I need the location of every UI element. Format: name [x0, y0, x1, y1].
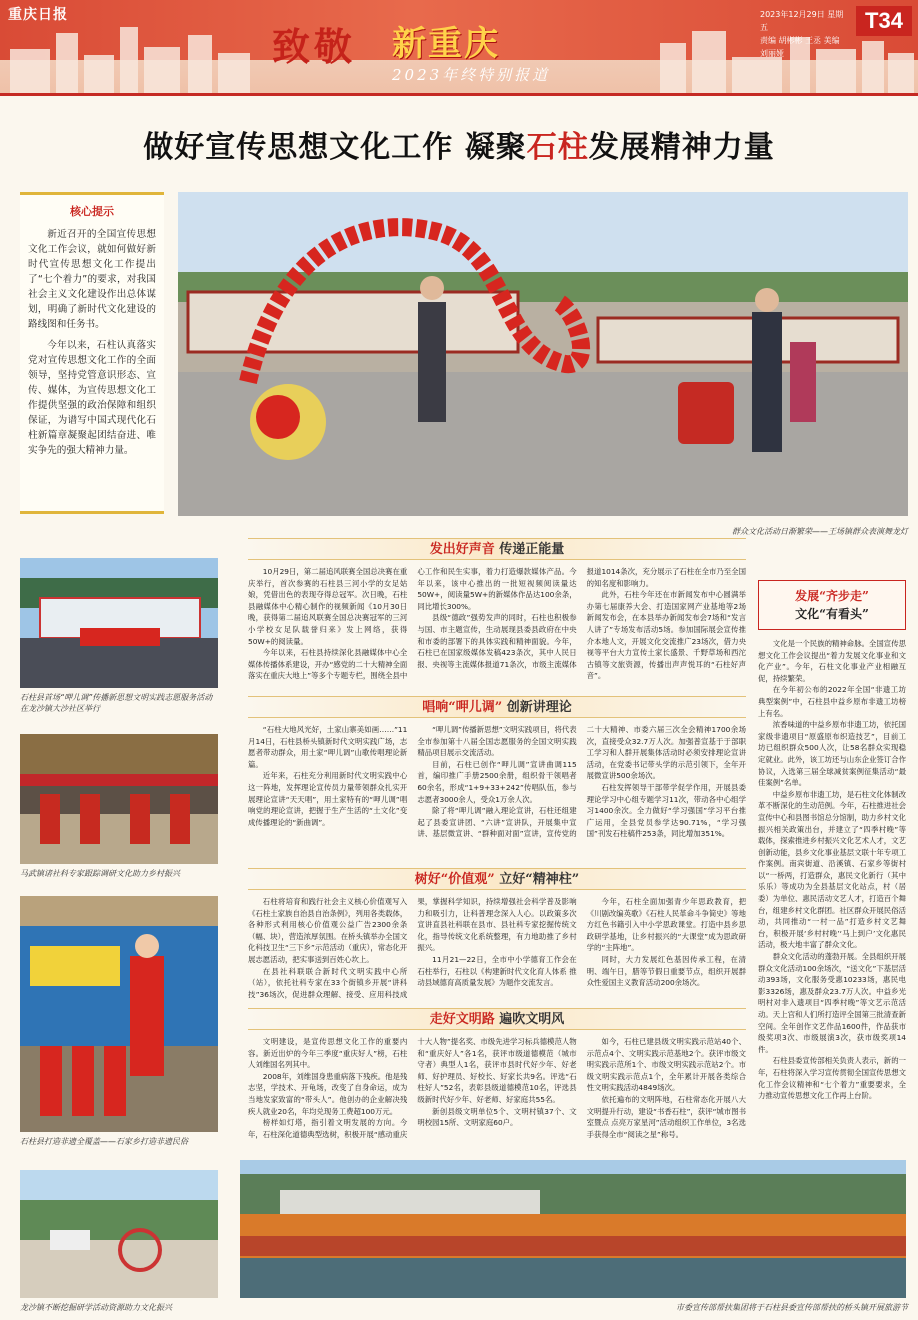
article-paragraph: 在县社科联联合新时代文明实践中心所（站），依托社科专家在33个街镇乡开展“讲科技”36场次，促进群众理解、接受、应用科技成果，掌握科学知识，持续增强社会科学普及影响力和吸引力，让科普理念深入人心。以政策多次宣讲直县社科联在县市、县社科专家挖掘传统文化，指导传统文化系统整理，有力地助推了乡村振兴。	[248, 897, 577, 999]
skyline-building	[56, 33, 78, 93]
hero-photo-caption: 群众文化活动日渐繁荣——王场镇群众表演舞龙灯	[732, 527, 908, 536]
page-number: T34	[856, 6, 912, 36]
article-paragraph: 石柱县委宣传部相关负责人表示，新的一年，石柱将深入学习宣传贯彻全国宣传思想文化工作会议精神和“七个着力”重要要求，全力推动宣传思想文化工作再上台阶。	[758, 1056, 906, 1101]
article-paragraph: 2008年，刘维国身患重病落下残疾。他是残志坚，学技术、开龟场，改变了自身命运，成为当地发家致富的“带头人”。他创办的企业解决残疾人就业20名，年均兑现务工费超100万元。	[248, 1071, 408, 1116]
section-heading-values	[248, 868, 746, 890]
masthead-title-part2: 新重庆	[392, 24, 500, 64]
photo-study-illustration	[20, 1170, 218, 1298]
article-paragraph: 石柱发挥领导干部带学促学作用，开展县委理论学习中心组专题学习11次，带动各中心组学习1400余次。全力做好“学习强国”学习平台推广运用，全县党员参学达90.71%，“学习强国”刊发石柱稿件253条，同比增加351%。	[586, 782, 746, 839]
article-paragraph: 县级“德政”强势发声的同时，石柱也积极参与国、市主题宣传，生动展现县委县政府在中央和市委的部署下的具体实践和精神面貌。今年，石柱已在国家级媒体发稿423条次，其中人民日报、央视等主流媒体报道71条次，市级主流媒体报道1014条次，充分展示了石柱在全市乃至全国的知名度和影响力。	[417, 567, 746, 669]
issue-meta	[760, 8, 850, 60]
photo-volunteer-event	[20, 558, 218, 688]
section-body-voice	[248, 566, 746, 692]
caption-volunteer-event: 石柱县首场“呷儿调”传播新思想文明实践志愿服务活动在龙沙镇大沙社区举行	[20, 693, 213, 713]
section-heading-voice	[248, 538, 746, 560]
section-heading-rest: 立好“精神柱”	[499, 872, 580, 887]
article-paragraph: “石柱大地风光好，土家山寨美如画……”11月14日，石柱县桥头镇新时代文明实践广场，志愿者带动群众，用土家“呷儿调”山歌传唱理论新篇。	[248, 725, 408, 769]
photo-volunteer-illustration	[20, 558, 218, 688]
section-heading-rest: 遍吹文明风	[499, 1012, 565, 1027]
article-paragraph: “呷儿调”传播新思想”文明实践项目，将代表全市参加第十八届全国志愿服务的全国文明实践精品项目展示交流活动。	[417, 725, 577, 758]
sidebar-heading-highlight: 发展“齐步走”	[795, 589, 869, 603]
sidebar-culture	[758, 580, 906, 1168]
article-paragraph: 榜样如灯塔，指引着文明发展的方向。今年，石柱深化道德典型选树，积极开展“感动重庆十大人物”提名奖、市级先进学习标兵德模范人物和“重庆好人”各1名，获评市级道德模范（城市守者）典型人1名，获评市县时代好少年、好老师、好护理员、好校长、好家长共9名。评选“石柱好人”52名，表彰县级道德模范10名，评选县级新时代好少年、好老师、好家庭共55名。	[248, 1037, 577, 1139]
photo-research-illustration	[20, 734, 218, 864]
hero-photo-illustration	[178, 192, 908, 516]
section-body-civility	[248, 1036, 746, 1150]
section-body-theory	[248, 724, 746, 862]
article-paragraph: 同时，大力发展红色基因传承工程，在清明、端午日，腊等节假日重要节点，组织开展群众性爱国主义教育活动200余场次。	[586, 954, 746, 988]
photo-study-tour	[20, 1170, 218, 1298]
article-paragraph: 10月29日，第二届追风联赛全国总决赛在重庆举行，首次参赛的石柱县三河小学的女足姑娘，凭借出色的表现夺得总冠军。次日晚，石柱县融媒体中心精心制作的视频新闻《10月30日晚，获得第二届追风联赛全国总决赛冠军的三河小学校女足队载誉归来》发上网络，获得50W+的阅读量。	[248, 567, 408, 646]
editors-credit: 责编 胡彬彬 王丞 美编 刘丽娅	[760, 36, 840, 58]
photo-heritage-illustration	[20, 896, 218, 1132]
section-heading-highlight: 唱响“呷儿调”	[422, 700, 503, 715]
headline-part2: 发展精神力量	[588, 130, 775, 165]
sidebar-heading-rest: 文化“有看头”	[795, 607, 869, 621]
newspaper-logo: 重庆日报	[8, 7, 68, 23]
skyline-building	[84, 55, 114, 93]
summary-paragraph: 新近召开的全国宣传思想文化工作会议，就如何做好新时代宣传思想文化工作提出了“七个着力”的要求，对我国社会主义文化建设作出总体谋划，明确了新时代文化建设的路线图和任务书。	[28, 229, 156, 330]
hero-photo-dragon-dance	[178, 192, 908, 516]
section-body-values	[248, 896, 746, 1002]
article-paragraph: 文化是一个民族的精神命脉。全国宣传思想文化工作会议提出“着力发展文化事业和文化产业”。今年，石柱文化事业产业相融互促，持续繁荣。	[758, 639, 906, 683]
section-heading-theory	[248, 696, 746, 718]
headline-highlight: 石柱	[526, 130, 589, 165]
article-paragraph: 近年来，石柱充分利用新时代文明实践中心这一阵地，发挥理论宣传员力量带领群众扎实开展理论宣讲“天天唱”，用土家特有的“呷儿调”唱响党的理论宣讲，把握于生产生活的“土文化”变成传播理论的“新曲调”。	[248, 771, 408, 827]
skyline-building	[660, 43, 686, 93]
skyline-building	[188, 35, 212, 93]
article-paragraph: 此外，石柱今年还在市新闻发布中心圆满举办第七届康养大会、打造国家网产业基地等2场新闻发布会，在本县举办新闻发布会7场和“发言人讲了”专场发布活动5场。参加国际展会宣传推介本地人文，开展文化交流推广23场次，借力央视等平台大力宣传土家长盛景、千野草场和西沱古镇等文旅资源，传播出声声悦耳的“石柱好声音”。	[586, 590, 746, 681]
article-paragraph: 新创县级文明单位5个、文明村镇37个、文明校园15所、文明家庭60户。	[417, 1106, 577, 1128]
article-paragraph: 中益乡原布非遗工坊，是石柱文化体制改革不断深化的生动范例。今年，石柱推进社会宣传中心和县图书馆总分馆制，助力乡村文化振兴相关政策出台，并建立了“四季村晚”等载体，探索推进乡村振兴文化艺术人才，文艺创新动能，县乡文化事业基层文联十年专项工作案例。南宾街道、沿溪镇、石家乡等街村以“一桥两，打造群众，惠民文化新行（其中乐乐）等成功为全县基层文化站点，村（居委）为单位、惠民活动文艺人才，打造百个舞台，组建乡村文化群团。社区群众开展民俗活动，共同推动“一村一品”打造乡村文艺舞台，积极开展‘乡村村晚’‘马上到户’文化惠民活动，极大地丰富了群众文化。	[758, 789, 906, 950]
masthead-subtitle: 2023年终特别报道	[392, 66, 551, 84]
skyline-building	[144, 47, 180, 93]
section-heading-highlight: 走好文明路	[429, 1012, 495, 1027]
skyline-building	[888, 53, 914, 93]
masthead	[0, 0, 918, 96]
article-paragraph: 11月21—22日，全市中小学德育工作会在石柱举行，石柱以《构建新时代文化育人体系 推动县域德育高质量发展》为题作交流发言。	[417, 954, 577, 988]
skyline-building	[862, 41, 884, 93]
section-heading-rest: 创新讲理论	[506, 700, 572, 715]
section-heading-civility	[248, 1008, 746, 1030]
article-paragraph: 如今，石柱已建县级文明实践示范站40个、示范点4个、文明实践示范基地2个。获评市级文明实践示范所1个、市级文明实践示范站2个。市级文明实践示范点1个，全年累计开展各类综合性文明实践活动4849场次。	[586, 1037, 746, 1093]
issue-date: 2023年12月29日 星期五	[760, 10, 844, 32]
caption-heritage-performance: 石柱县打造非遗全覆盖——石家乡打造非遗民俗	[20, 1137, 188, 1146]
skyline-building	[120, 27, 138, 93]
skyline-building	[732, 57, 782, 93]
article-paragraph: 今年，石柱全面加强青少年思政教育，把《川剧改编英歌》《石柱人民革命斗争简史》等地方红色书籍引入中小学思政课堂。打造中县乡思政研学基地，让乡村振兴的“大课堂”成为思政研学的“主阵地”。	[586, 897, 746, 953]
section-heading-highlight: 发出好声音	[429, 542, 495, 557]
article-paragraph: 石柱将培育和践行社会主义核心价值观写入《石柱土家族自治县自治条例》，列用各类载体，各种形式利用核心价值观公益广告2300余条（幅、块），营造浓厚氛围。在桥头镇举办全国文化科技卫生“三下乡”示范活动（重庆），常态化开展志愿活动，把实事送到百姓心坎上。	[248, 897, 408, 964]
photo-autumn-panorama	[240, 1160, 906, 1298]
masthead-title-part1: 致敬	[272, 24, 357, 69]
article-paragraph: 在今年初公布的2022年全国“非遗工坊典型案例”中，石柱县中益乡原布非遗工坊榜上有名。	[758, 685, 906, 718]
section-heading-rest: 传递正能量	[499, 542, 565, 557]
article-paragraph: 文明建设，是宣传思想文化工作的重要内容。新近出炉的今年三季度“重庆好人”榜，石柱人刘维国名列其中。	[248, 1037, 408, 1070]
caption-culture-research: 马武镇诸社科专家跟踪调研文化助力乡村振兴	[20, 869, 180, 878]
headline-part1: 做好宣传思想文化工作 凝聚	[143, 130, 527, 165]
skyline-building	[218, 53, 250, 93]
article-paragraph: 今年以来，石柱县持续深化县融媒体中心全媒体传播体系建设，开办“感党的二十大精神全面落实在重庆大地上”等多个专题专栏，围绕全县中心工作和民生实事，着力打造爆款媒体产品。今年以来，该中心推出的一批短视频阅读量达50W+，阅读量5W+的新媒体作品达100余条，同比增长300%。	[248, 567, 577, 681]
page-headline	[0, 122, 918, 166]
sidebar-heading	[758, 580, 906, 630]
summary-paragraph: 今年以来，石柱认真落实党对宣传思想文化工作的全面领导，坚持党管意识形态、宣传、媒体，为宣传思想文化工作提供坚强的政治保障和组织保证，为谱写中国式现代化石柱新篇章凝聚起团结奋进、唯实争先的强大精神力量。	[28, 340, 156, 456]
section-heading-highlight: 树好“价值观”	[414, 872, 495, 887]
summary-heading: 核心提示	[70, 205, 114, 218]
core-summary-box	[20, 192, 164, 514]
article-paragraph: 依托遍布的文明阵地，石柱常态化开展八大文明提升行动，建设“书香石柱”，获评“城市图书室暨点 点亮万家星河”活动组织工作单位，3名选手获得全市“阅读之星”称号。	[586, 1094, 746, 1139]
sidebar-body	[758, 638, 906, 1168]
article-paragraph: 群众文化活动的蓬勃开展。全县组织开展群众文化活动100余场次，“送文化”下基层活动393场，文化服务受惠10233场，惠民电影3326场，惠及群众23.7万人次。中益乡光明村对非入遗项目“四季村晚”等文艺示范活动。天上宫和人们所打造评全国第三批清查新空间。全年创作文艺作品1600件，作品获市级奖项3次、市级展演3次，获市级奖项14件。	[758, 952, 906, 1054]
article-paragraph: 除了将“呷儿调”融入理论宣讲，石柱还组建起了县委宣讲团、“六讲”宣讲队，开展集中宣讲、基层微宣讲、“群种面对面”宣讲，宣传党的二十大精神、市委六届三次全会精神1700余场次，直接受众32.7万人次。加强普宣基于于部职工学习和人群开展集体活动时必须安排理论宣讲活动，在党委书记带头学的示范引领下，全年开展微宣讲500余场次。	[417, 725, 746, 839]
photo-panorama-illustration	[240, 1160, 906, 1298]
caption-study-tour: 龙沙镇不断挖掘研学活动资源助力文化振兴	[20, 1303, 172, 1312]
skyline-building	[10, 49, 50, 93]
caption-autumn-panorama: 市委宣传部帮扶集团将于石柱县委宣传部帮扶的桥头镇开展旅游节	[676, 1303, 908, 1312]
photo-heritage-performance	[20, 896, 218, 1132]
article-paragraph: 目前，石柱已创作“呷儿调”宣讲曲调115首，编印推广手册2500余册，组织骨干领唱者60余名，形成“1+9+33+242”传唱队伍，参与志愿者3000余人，受众1万余人次。	[417, 759, 577, 804]
article-paragraph: 浓香味道的中益乡原布非遗工坊，依托国家级非遗项目“原盛原布织造技艺”，目前工坊已组织群众500人次，让58名群众实现稳定就业。此外，该工坊还与山东企业签订合作协议，入选第三届全球减贫案例征集活动“最佳案例”名单。	[758, 720, 906, 788]
skyline-building	[692, 31, 726, 93]
photo-culture-research	[20, 734, 218, 864]
